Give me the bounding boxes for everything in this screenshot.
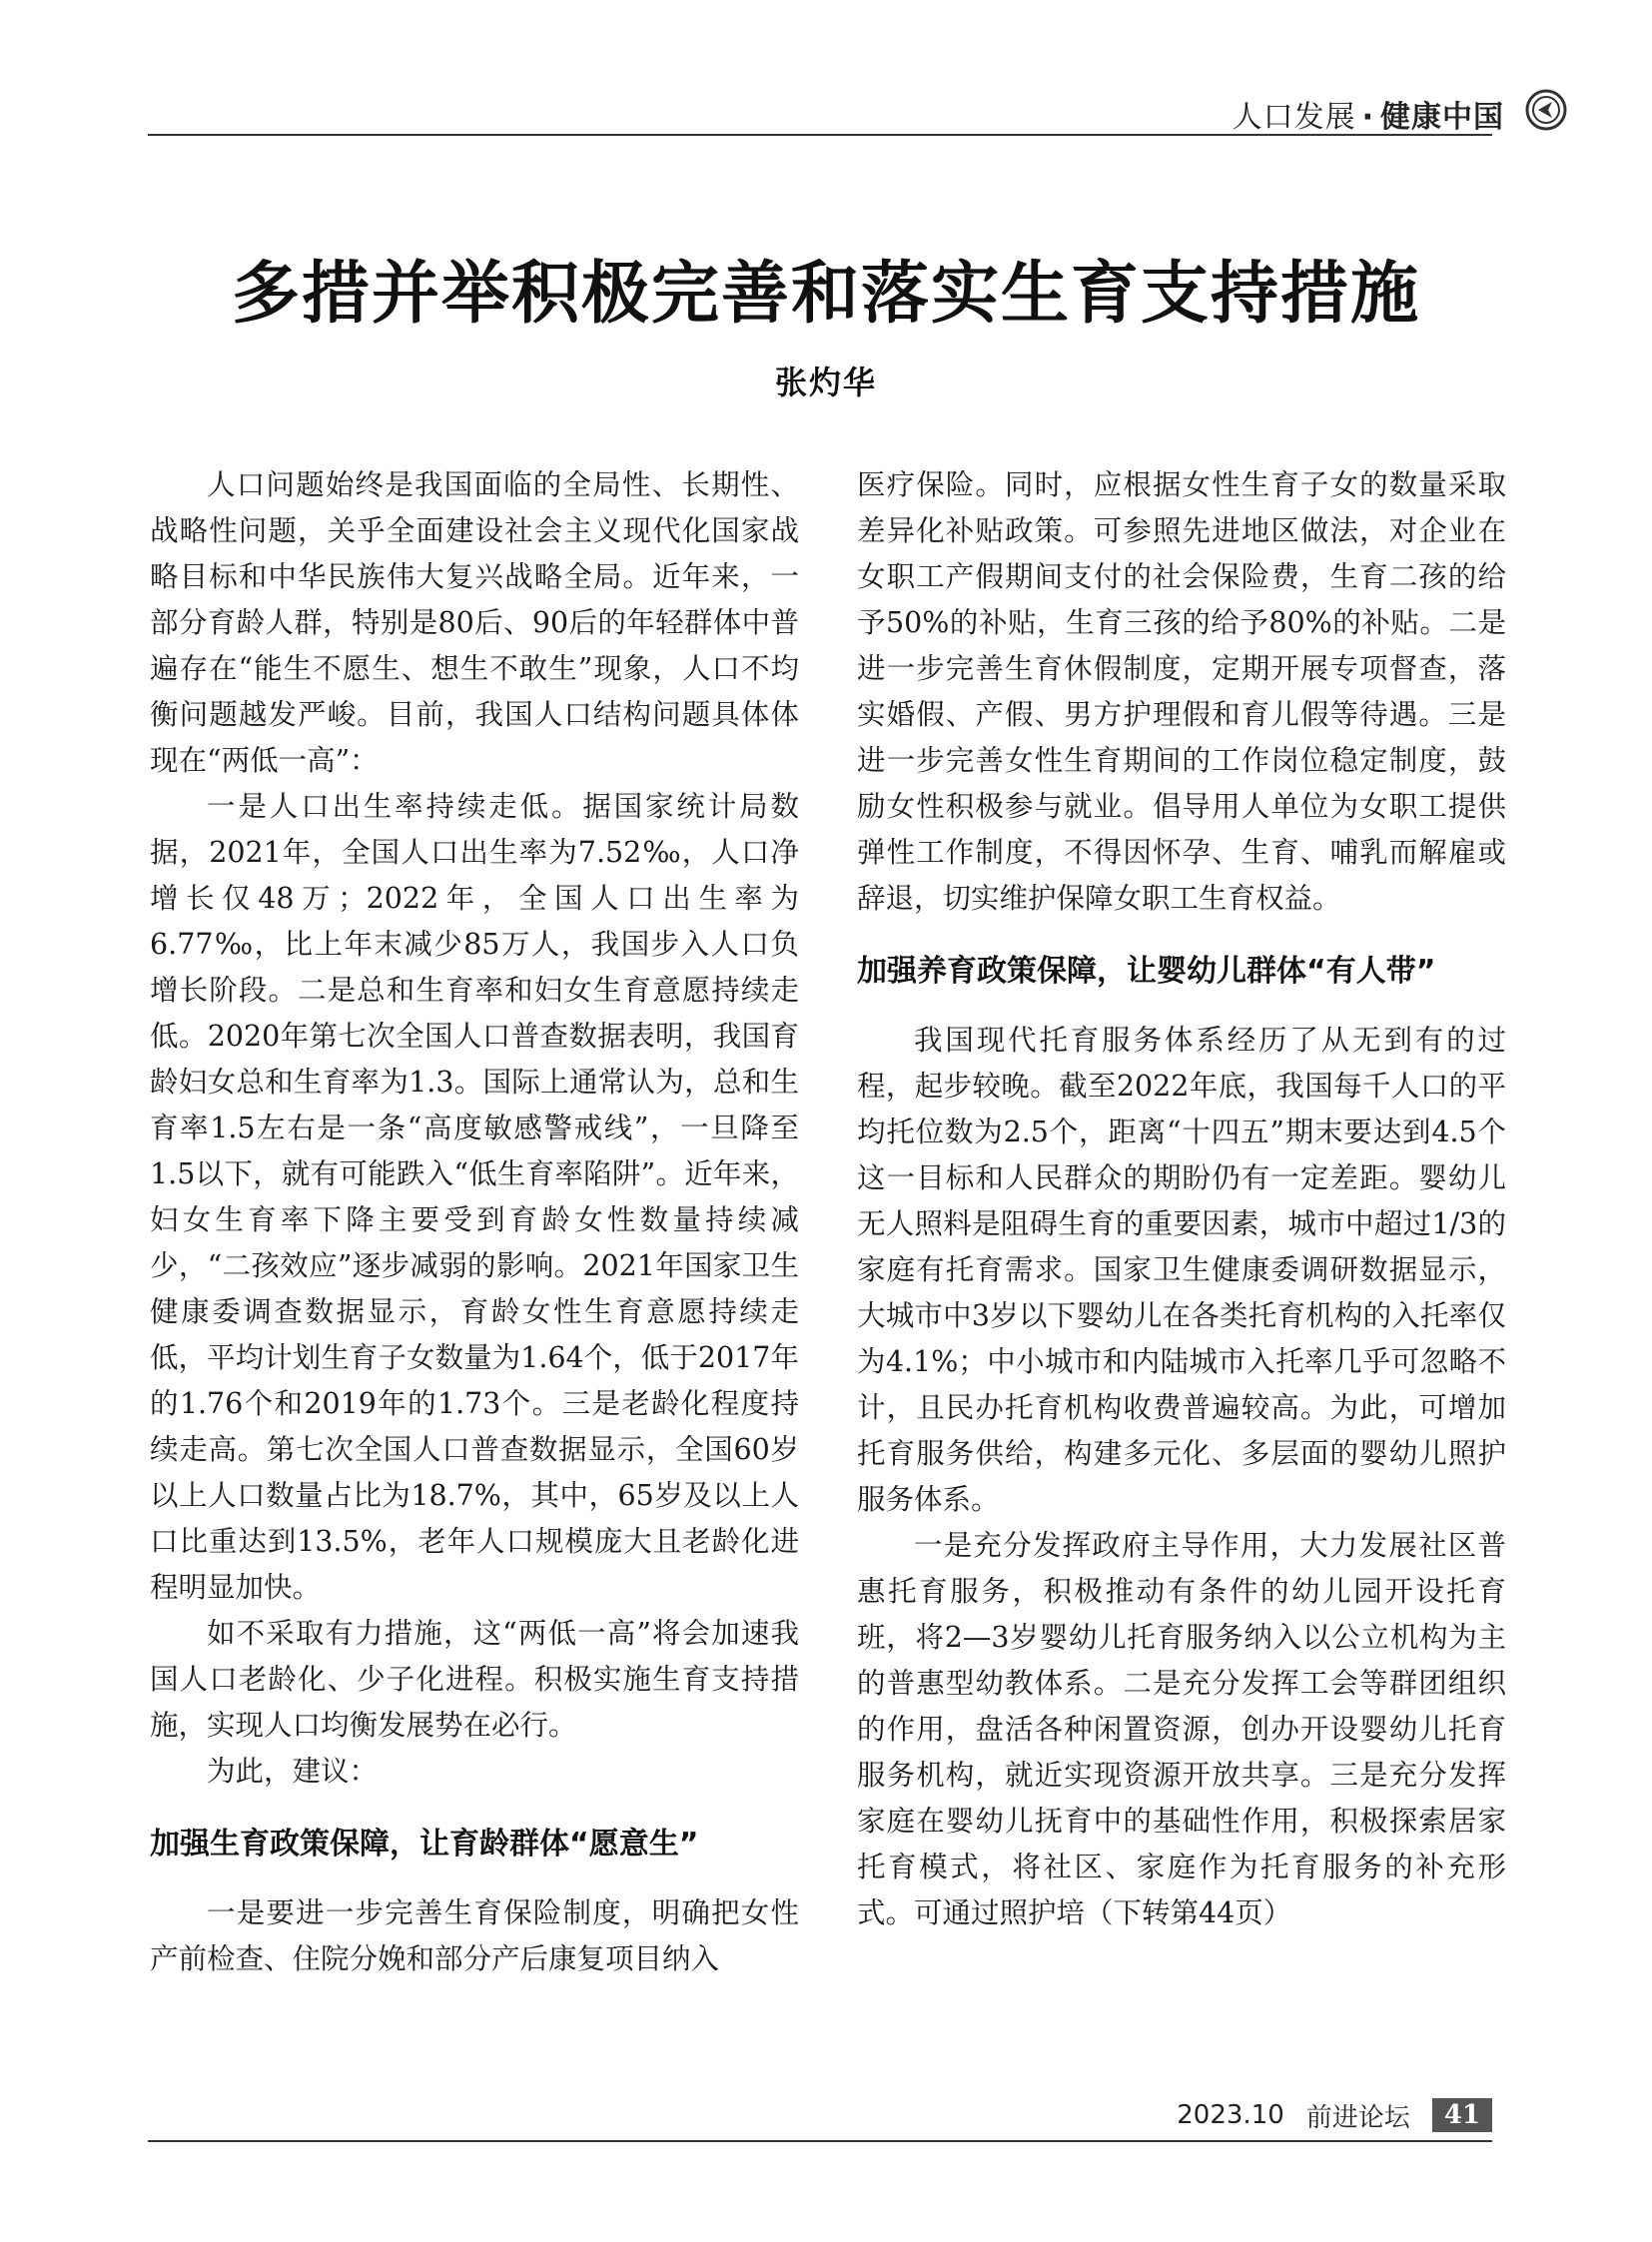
- paragraph-continuation: 医疗保险。同时，应根据女性生育子女的数量采取差异化补贴政策。可参照先进地区做法，对企业在女职工产假期间支付的社会保险费，生育二孩的给予50%的补贴，生育三孩的给予80%的补贴。二是进一步完善生育休假制度，定期开展专项督查，落实婚假、产假、男方护理假和育儿假等待遇。三是进一步完善女性生育期间的工作岗位稳定制度，鼓励女性积极参与就业。倡导用人单位为女职工提供弹性工作制度，不得因怀孕、生育、哺乳而解雇或辞退，切实维护保障女职工生育权益。: [857, 468, 1506, 915]
- paragraph: 人口问题始终是我国面临的全局性、长期性、战略性问题，关乎全面建设社会主义现代化国家战略目标和中华民族伟大复兴战略全局。近年来，一部分育龄人群，特别是80后、90后的年轻群体中普遍存在“能生不愿生、想生不敢生”现象，人口不均衡问题越发严峻。目前，我国人口结构问题具体体现在“两低一高”：: [150, 468, 799, 777]
- page-footer: [1177, 2095, 1492, 2135]
- section-header: [1233, 92, 1504, 136]
- section-separator: ·: [1361, 100, 1374, 135]
- paragraph: 为此，建议：: [207, 1755, 379, 1788]
- paragraph: 一是要进一步完善生育保险制度，明确把女性产前检查、住院分娩和部分产后康复项目纳入: [150, 1896, 799, 1975]
- header-divider: [148, 134, 1492, 136]
- paragraph: 如不采取有力措施，这“两低一高”将会加速我国人口老龄化、少子化进程。积极实施生育支持措施，实现人口均衡发展势在必行。: [150, 1617, 799, 1742]
- left-column: [150, 462, 799, 1982]
- article-author: 张灼华: [774, 364, 877, 401]
- article-title: 多措并举积极完善和落实生育支持措施: [231, 255, 1420, 334]
- paragraph: 我国现代托育服务体系经历了从无到有的过程，起步较晚。截至2022年底，我国每千人口的平均托位数为2.5个，距离“十四五”期末要达到4.5个这一目标和人民群众的期盼仍有一定差距。婴幼儿无人照料是阻碍生育的重要因素，城市中超过1/3的家庭有托育需求。国家卫生健康委调研数据显示，大城市中3岁以下婴幼儿在各类托育机构的入托率仅为4.1%；中小城市和内陆城市入托率几乎可忽略不计，且民办托育机构收费普遍较高。为此，可增加托育服务供给，构建多元化、多层面的婴幼儿照护服务体系。: [857, 1024, 1506, 1516]
- section-name-b: 健康中国: [1380, 100, 1504, 135]
- section-heading-2: 加强养育政策保障，让婴幼儿群体“有人带”: [857, 954, 1436, 989]
- journal-name: 前进论坛: [1305, 2102, 1410, 2133]
- page-number: 41: [1432, 2098, 1492, 2132]
- journal-logo-icon: [1524, 88, 1568, 132]
- paragraph: 一是充分发挥政府主导作用，大力发展社区普惠托育服务，积极推动有条件的幼儿园开设托育班，将2—3岁婴幼儿托育服务纳入以公立机构为主的普惠型幼教体系。二是充分发挥工会等群团组织的作用，盘活各种闲置资源，创办开设婴幼儿托育服务机构，就近实现资源开放共享。三是充分发挥家庭在婴幼儿抚育中的基础性作用，积极探索居家托育模式，将社区、家庭作为托育服务的补充形式。可通过照护培（下转第44页）: [857, 1529, 1506, 1929]
- footer-divider: [148, 2140, 1492, 2142]
- right-column: [857, 462, 1506, 1936]
- issue-date: 2023.10: [1177, 2100, 1284, 2130]
- paragraph: 一是人口出生率持续走低。据国家统计局数据，2021年，全国人口出生率为7.52‰，人口净增长仅48万；2022年，全国人口出生率为6.77‰，比上年末减少85万人，我国步入人口负增长阶段。二是总和生育率和妇女生育意愿持续走低。2020年第七次全国人口普查数据表明，我国育龄妇女总和生育率为1.3。国际上通常认为，总和生育率1.5左右是一条“高度敏感警戒线”，一旦降至1.5以下，就有可能跌入“低生育率陷阱”。近年来，妇女生育率下降主要受到育龄女性数量持续减少，“二孩效应”逐步减弱的影响。2021年国家卫生健康委调查数据显示，育龄女性生育意愿持续走低，平均计划生育子女数量为1.64个，低于2017年的1.76个和2019年的1.73个。三是老龄化程度持续走高。第七次全国人口普查数据显示，全国60岁以上人口数量占比为18.7%，其中，65岁及以上人口比重达到13.5%，老年人口规模庞大且老龄化进程明显加快。: [150, 790, 799, 1604]
- section-name-a: 人口发展: [1232, 100, 1356, 135]
- section-heading-1: 加强生育政策保障，让育龄群体“愿意生”: [150, 1827, 699, 1862]
